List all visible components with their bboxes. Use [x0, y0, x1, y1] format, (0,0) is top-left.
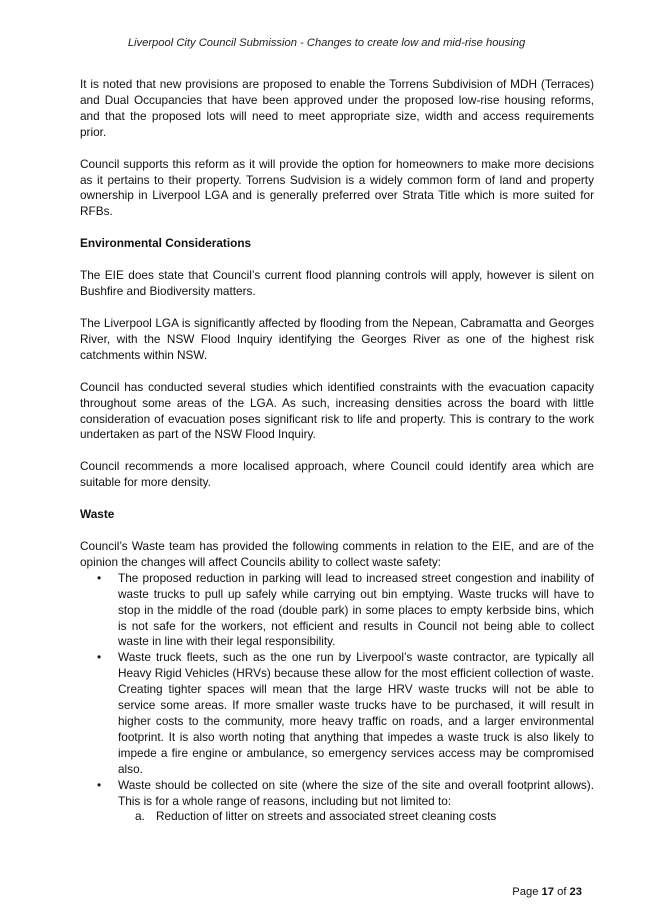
- list-item: [80, 650, 594, 777]
- bullet-marker: •: [97, 777, 102, 792]
- paragraph-localised-approach: Council recommends a more localised approach, where Council could identify area which are suitable for more density.: [80, 459, 594, 490]
- total-pages: 23: [569, 886, 582, 898]
- sub-list-item: [118, 809, 594, 825]
- page-number: [512, 886, 582, 898]
- paragraph-flooding: The Liverpool LGA is significantly affected by flooding from the Nepean, Cabramatta and Georges River, with the NSW Flood Inquiry identifying the Georges River as one of the highest risk catchments within NSW.: [80, 315, 594, 362]
- sub-list-marker: a.: [135, 809, 145, 824]
- page-header: Liverpool City Council Submission - Changes to create low and mid-rise housing: [127, 37, 526, 49]
- current-page: 17: [541, 886, 554, 898]
- paragraph-torrens-provisions: It is noted that new provisions are proposed to enable the Torrens Subdivision of MDH (Terraces) and Dual Occupancies that have been approved under the proposed low-rise housing reforms, and that the proposed lots will need to meet appropriate size, width and access requirements prior.: [80, 77, 594, 139]
- list-item: [80, 571, 594, 651]
- list-item-text: Waste should be collected on site (where the size of the site and overall footprint allows). This is for a whole range of reasons, including but not limited to:: [118, 777, 594, 808]
- paragraph-evacuation-studies: Council has conducted several studies which identified constraints with the evacuation capacity throughout some areas of the LGA. As such, increasing densities across the board with little consideration of evacuation poses significant risk to life and property. This is contrary to the work undertaken as part of the NSW Flood Inquiry.: [80, 379, 594, 442]
- waste-bullet-list: [80, 571, 594, 826]
- list-item: [80, 778, 594, 826]
- heading-environmental-considerations: Environmental Considerations: [80, 236, 252, 251]
- bullet-marker: •: [97, 570, 102, 585]
- page-prefix: Page: [512, 886, 542, 898]
- heading-waste: Waste: [80, 507, 115, 522]
- sub-list: [118, 809, 594, 825]
- sub-list-item-text: Reduction of litter on streets and associated street cleaning costs: [156, 809, 497, 824]
- paragraph-flood-controls: The EIE does state that Council’s current flood planning controls will apply, however is silent on Bushfire and Biodiversity matters.: [80, 268, 594, 299]
- paragraph-council-supports: Council supports this reform as it will provide the option for homeowners to make more decisions as it pertains to their property. Torrens Sudvision is a widely common form of land and property ownership in Liverpool LGA and is generally preferred over Strata Title which is more suited for RFBs.: [80, 156, 594, 219]
- paragraph-waste-intro: Council’s Waste team has provided the following comments in relation to the EIE, and are of the opinion the changes will affect Councils ability to collect waste safety:: [80, 539, 594, 569]
- list-item-text: Waste truck fleets, such as the one run by Liverpool’s waste contractor, are typically all Heavy Rigid Vehicles (HRVs) because these allow for the most efficient collection of waste. Creating tighter spaces will mean that the large HRV waste trucks will not be able to service some areas. If more smaller waste trucks have to be purchased, it will result in higher costs to the community, more heavy traffic on roads, and a larger environmental footprint. It is also worth noting that anything that impedes a waste truck is also likely to impede a fire engine or ambulance, so emergency services access may be compromised also.: [118, 650, 594, 776]
- document-body: [80, 77, 594, 825]
- page-of: of: [554, 886, 570, 898]
- bullet-marker: •: [97, 650, 102, 665]
- list-item-text: The proposed reduction in parking will lead to increased street congestion and inability of waste trucks to pull up safely while carrying out bin emptying. Waste trucks will have to stop in the middle of the road (double park) in some places to empty kerbside bins, which is not safe for the workers, not efficient and results in Council not being able to collect waste in line with their legal responsibility.: [118, 570, 594, 649]
